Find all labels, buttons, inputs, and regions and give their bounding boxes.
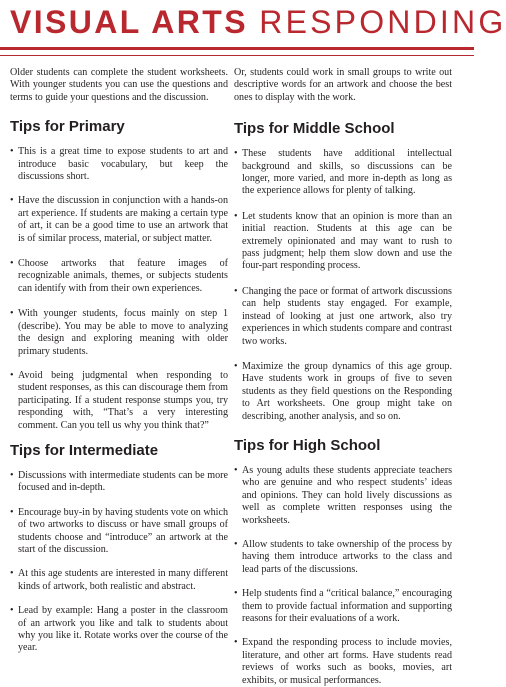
intermediate-tip: • At this age students are interested in many different kinds of artwork, both realistic and abstract. <box>10 568 228 593</box>
right-column <box>234 67 452 687</box>
primary-tip: • With younger students, focus mainly on step 1 (describe). You may be able to move to analyzing the design and exploring meaning with older primary students. <box>10 308 228 358</box>
high-school-tip: • Allow students to take ownership of the process by having them introduce artworks to the class and lead parts of the discussions. <box>234 539 452 576</box>
middle-school-tip: • Maximize the group dynamics of this age group. Have students work in groups of five to seven students as they field questions on the Responding to Art worksheets. One group might take on describing, another analysis, and so on. <box>234 361 452 423</box>
middle-school-tip: • Let students know that an opinion is more than an initial reaction. Students at this age can be extremely opinionated and may want to rush to pass judgment; help them slow down and use the four-part responding process. <box>234 211 452 273</box>
page-header <box>0 0 506 62</box>
high-school-tip: • Expand the responding process to include movies, literature, and other art forms. Have students read reviews of works such as books, movies, art exhibits, or musical performances. <box>234 637 452 687</box>
header-rule-thick <box>0 47 474 50</box>
title-light: RESPONDING <box>259 4 506 40</box>
heading-tips-middle-school: Tips for Middle School <box>234 120 395 138</box>
high-school-tip: • Help students find a “critical balance,” encouraging them to provide factual information and supporting reasons for their evaluations of a work. <box>234 588 452 625</box>
header-rule-thin <box>0 55 474 56</box>
primary-tip: • Choose artworks that feature images of recognizable animals, themes, or subjects students can identify with from their own experiences. <box>10 258 228 295</box>
primary-tip: • This is a great time to expose students to art and introduce basic vocabulary, but keep the discussions short. <box>10 146 228 183</box>
title-bold: VISUAL ARTS <box>10 4 248 40</box>
page-title <box>10 2 506 42</box>
heading-tips-primary: Tips for Primary <box>10 118 125 136</box>
intermediate-tip: • Lead by example: Hang a poster in the classroom of an artwork you like and talk to students about why you like it. Rotate works over the course of the year. <box>10 605 228 655</box>
primary-tip: • Have the discussion in conjunction with a hands-on art experience. If students are making a certain type of art, it can be a good time to use an artwork that is of similar process, material, or subject matter. <box>10 195 228 245</box>
high-school-tip: • As young adults these students appreciate teachers who are genuine and who respect students’ ideas and opinions. They can hold lively discussions as well as complete written responses using the worksheets. <box>234 465 452 527</box>
middle-school-tip: • Changing the pace or format of artwork discussions can help students stay engaged. For example, instead of looking at just one artwork, also try experiences in which students compare and contrast two works. <box>234 286 452 348</box>
intro-continuation: Or, students could work in small groups to write out descriptive words for an artwork and choose the best ones to display with the work. <box>234 67 452 103</box>
heading-tips-intermediate: Tips for Intermediate <box>10 441 159 459</box>
intermediate-tip: • Discussions with intermediate students can be more focused and in-depth. <box>10 470 228 495</box>
left-column <box>10 67 228 655</box>
middle-school-tip: • These students have additional intellectual background and skills, so discussions can be longer, more varied, and more in-depth as long as the experience allows for plenty of talking. <box>234 148 452 198</box>
intro-paragraph: Older students can complete the student worksheets. With younger students you can use the questions and terms to guide your questions and the discussion. <box>10 67 228 103</box>
intermediate-tip: • Encourage buy-in by having students vote on which of two artworks to discuss or have small groups of students choose and “introduce” an artwork at the start of the discussion. <box>10 507 228 557</box>
heading-tips-high-school: Tips for High School <box>234 436 381 454</box>
primary-tip: • Avoid being judgmental when responding to student responses, as this can discourage them from participating. If a student response stumps you, try responding with, “That’s a very interesting comment. Can you tell us why you think that?” <box>10 370 228 432</box>
